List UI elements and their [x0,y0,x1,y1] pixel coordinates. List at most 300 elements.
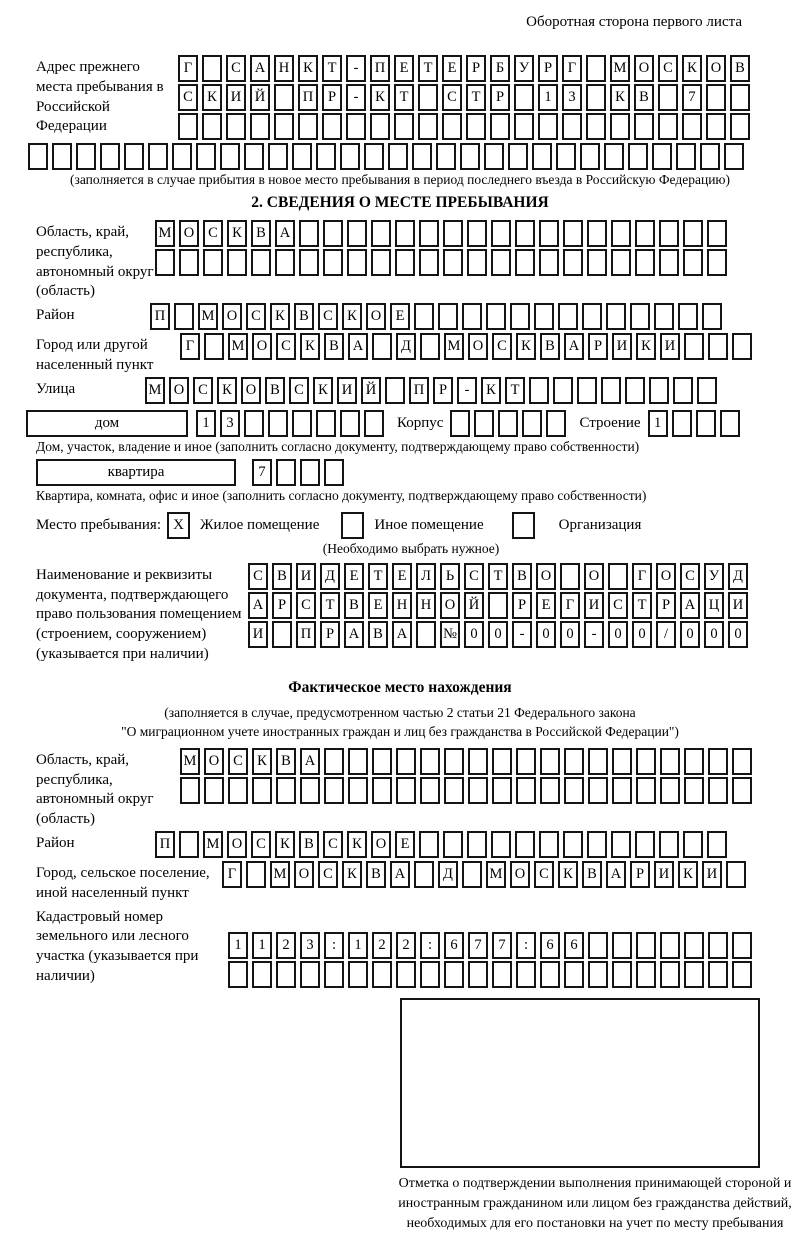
char-cell[interactable] [172,143,192,170]
char-cell[interactable]: В [265,377,285,404]
char-cell[interactable] [467,249,487,276]
char-cell[interactable]: 1 [648,410,668,437]
char-cell[interactable] [635,220,655,247]
char-cell[interactable]: Е [392,563,412,590]
char-cell[interactable]: 6 [540,932,560,959]
char-cell[interactable]: К [270,303,290,330]
char-cell[interactable] [732,961,752,988]
char-cell[interactable] [558,303,578,330]
char-cell[interactable]: О [294,861,314,888]
char-cell[interactable]: И [584,592,604,619]
char-cell[interactable]: У [704,563,724,590]
char-cell[interactable]: М [180,748,200,775]
char-cell[interactable] [274,84,294,111]
char-cell[interactable] [420,961,440,988]
char-cell[interactable] [419,831,439,858]
char-cell[interactable] [468,777,488,804]
char-cell[interactable]: К [300,333,320,360]
char-cell[interactable]: К [682,55,702,82]
char-cell[interactable]: К [275,831,295,858]
checkbox-dwelling[interactable]: X [167,512,190,539]
char-cell[interactable] [276,777,296,804]
char-cell[interactable]: В [582,861,602,888]
char-cell[interactable] [659,831,679,858]
char-cell[interactable] [601,377,621,404]
char-cell[interactable] [276,459,296,486]
char-cell[interactable] [587,831,607,858]
char-cell[interactable]: 1 [228,932,248,959]
char-cell[interactable]: М [610,55,630,82]
char-cell[interactable] [634,113,654,140]
char-cell[interactable] [228,777,248,804]
char-cell[interactable] [516,777,536,804]
char-cell[interactable] [300,777,320,804]
char-cell[interactable]: 0 [704,621,724,648]
char-cell[interactable]: Й [464,592,484,619]
char-cell[interactable]: О [706,55,726,82]
char-cell[interactable]: 0 [560,621,580,648]
char-cell[interactable] [676,143,696,170]
char-cell[interactable]: 1 [196,410,216,437]
char-cell[interactable] [628,143,648,170]
char-cell[interactable]: 0 [728,621,748,648]
char-cell[interactable]: Ц [704,592,724,619]
char-cell[interactable]: С [318,303,338,330]
char-cell[interactable] [707,220,727,247]
char-cell[interactable] [444,777,464,804]
char-cell[interactable] [244,143,264,170]
char-cell[interactable] [450,410,470,437]
char-cell[interactable]: Г [180,333,200,360]
char-cell[interactable] [204,333,224,360]
char-cell[interactable]: А [250,55,270,82]
char-cell[interactable] [707,249,727,276]
char-cell[interactable]: К [610,84,630,111]
char-cell[interactable] [660,777,680,804]
char-cell[interactable] [660,932,680,959]
char-cell[interactable]: С [248,563,268,590]
char-cell[interactable] [412,143,432,170]
char-cell[interactable]: 7 [682,84,702,111]
char-cell[interactable] [371,249,391,276]
char-cell[interactable] [276,961,296,988]
char-cell[interactable]: Б [490,55,510,82]
char-cell[interactable] [467,831,487,858]
char-cell[interactable] [202,113,222,140]
char-cell[interactable] [706,84,726,111]
char-cell[interactable]: П [150,303,170,330]
char-cell[interactable] [324,459,344,486]
char-cell[interactable]: Т [394,84,414,111]
char-cell[interactable] [372,333,392,360]
char-cell[interactable] [606,303,626,330]
char-cell[interactable] [577,377,597,404]
char-cell[interactable]: О [366,303,386,330]
char-cell[interactable] [324,748,344,775]
char-cell[interactable] [227,249,247,276]
char-cell[interactable] [516,961,536,988]
char-cell[interactable] [514,84,534,111]
char-cell[interactable]: А [392,621,412,648]
char-cell[interactable]: И [654,861,674,888]
char-cell[interactable]: 3 [300,932,320,959]
char-cell[interactable]: С [296,592,316,619]
char-cell[interactable]: М [198,303,218,330]
char-cell[interactable]: О [634,55,654,82]
char-cell[interactable] [299,249,319,276]
char-cell[interactable] [443,220,463,247]
char-cell[interactable]: 0 [464,621,484,648]
char-cell[interactable]: Т [632,592,652,619]
char-cell[interactable]: В [512,563,532,590]
char-cell[interactable]: М [228,333,248,360]
char-cell[interactable] [659,220,679,247]
char-cell[interactable] [660,961,680,988]
char-cell[interactable] [460,143,480,170]
char-cell[interactable] [732,333,752,360]
char-cell[interactable] [658,113,678,140]
char-cell[interactable]: Д [438,861,458,888]
char-cell[interactable]: В [730,55,750,82]
char-cell[interactable]: М [203,831,223,858]
char-cell[interactable]: 1 [348,932,368,959]
char-cell[interactable]: Т [466,84,486,111]
char-cell[interactable] [720,410,740,437]
char-cell[interactable]: К [342,861,362,888]
char-cell[interactable] [316,143,336,170]
char-cell[interactable]: Л [416,563,436,590]
char-cell[interactable] [515,831,535,858]
char-cell[interactable] [251,249,271,276]
char-cell[interactable]: С [289,377,309,404]
char-cell[interactable]: Г [632,563,652,590]
char-cell[interactable] [275,249,295,276]
char-cell[interactable] [649,377,669,404]
char-cell[interactable] [539,831,559,858]
char-cell[interactable]: : [324,932,344,959]
char-cell[interactable] [608,563,628,590]
char-cell[interactable] [515,220,535,247]
char-cell[interactable] [696,410,716,437]
char-cell[interactable] [467,220,487,247]
char-cell[interactable]: / [656,621,676,648]
char-cell[interactable]: О [440,592,460,619]
char-cell[interactable] [538,113,558,140]
char-cell[interactable]: В [272,563,292,590]
char-cell[interactable]: 7 [492,932,512,959]
char-cell[interactable]: В [344,592,364,619]
char-cell[interactable]: Т [368,563,388,590]
char-cell[interactable]: 7 [468,932,488,959]
char-cell[interactable] [180,777,200,804]
char-cell[interactable] [370,113,390,140]
char-cell[interactable] [708,333,728,360]
char-cell[interactable] [442,113,462,140]
char-cell[interactable] [348,748,368,775]
char-cell[interactable]: Т [505,377,525,404]
char-cell[interactable] [588,961,608,988]
char-cell[interactable]: С [178,84,198,111]
char-cell[interactable] [178,113,198,140]
char-cell[interactable]: В [634,84,654,111]
char-cell[interactable]: П [296,621,316,648]
char-cell[interactable]: К [636,333,656,360]
char-cell[interactable] [396,777,416,804]
char-cell[interactable] [436,143,456,170]
char-cell[interactable] [587,249,607,276]
char-cell[interactable] [468,748,488,775]
char-cell[interactable]: 3 [562,84,582,111]
char-cell[interactable]: А [248,592,268,619]
char-cell[interactable] [174,303,194,330]
char-cell[interactable] [612,932,632,959]
char-cell[interactable] [636,932,656,959]
char-cell[interactable]: 0 [608,621,628,648]
char-cell[interactable] [438,303,458,330]
char-cell[interactable]: Н [392,592,412,619]
char-cell[interactable]: М [145,377,165,404]
char-cell[interactable] [708,777,728,804]
char-cell[interactable]: К [347,831,367,858]
char-cell[interactable] [652,143,672,170]
char-cell[interactable]: Р [588,333,608,360]
char-cell[interactable] [179,831,199,858]
char-cell[interactable] [562,113,582,140]
char-cell[interactable]: О [179,220,199,247]
char-cell[interactable] [292,410,312,437]
char-cell[interactable] [414,303,434,330]
char-cell[interactable]: Н [416,592,436,619]
char-cell[interactable] [588,932,608,959]
char-cell[interactable] [522,410,542,437]
char-cell[interactable]: А [390,861,410,888]
char-cell[interactable] [340,410,360,437]
char-cell[interactable]: С [680,563,700,590]
char-cell[interactable] [300,459,320,486]
char-cell[interactable]: А [680,592,700,619]
char-cell[interactable] [52,143,72,170]
char-cell[interactable] [395,220,415,247]
char-cell[interactable]: 2 [372,932,392,959]
char-cell[interactable] [124,143,144,170]
char-cell[interactable] [707,831,727,858]
char-cell[interactable] [654,303,674,330]
char-cell[interactable] [683,249,703,276]
char-cell[interactable]: 3 [220,410,240,437]
char-cell[interactable]: Д [396,333,416,360]
char-cell[interactable] [372,961,392,988]
char-cell[interactable] [420,748,440,775]
char-cell[interactable]: : [516,932,536,959]
char-cell[interactable]: 0 [488,621,508,648]
char-cell[interactable] [228,961,248,988]
char-cell[interactable]: С [193,377,213,404]
char-cell[interactable] [730,113,750,140]
char-cell[interactable] [372,748,392,775]
char-cell[interactable] [700,143,720,170]
char-cell[interactable] [323,220,343,247]
char-cell[interactable] [364,410,384,437]
char-cell[interactable]: Р [490,84,510,111]
char-cell[interactable]: М [270,861,290,888]
char-cell[interactable]: К [370,84,390,111]
char-cell[interactable] [418,84,438,111]
char-cell[interactable]: Е [390,303,410,330]
char-cell[interactable]: Р [466,55,486,82]
char-cell[interactable]: Ь [440,563,460,590]
char-cell[interactable] [564,961,584,988]
char-cell[interactable]: 6 [444,932,464,959]
char-cell[interactable] [684,961,704,988]
char-cell[interactable] [468,961,488,988]
char-cell[interactable] [466,113,486,140]
char-cell[interactable] [682,113,702,140]
char-cell[interactable] [730,84,750,111]
char-cell[interactable] [419,220,439,247]
char-cell[interactable] [226,113,246,140]
char-cell[interactable] [546,410,566,437]
char-cell[interactable] [418,113,438,140]
char-cell[interactable]: Р [272,592,292,619]
char-cell[interactable]: 6 [564,932,584,959]
char-cell[interactable] [514,113,534,140]
char-cell[interactable]: М [155,220,175,247]
char-cell[interactable] [586,55,606,82]
char-cell[interactable] [347,249,367,276]
char-cell[interactable]: О [169,377,189,404]
char-cell[interactable] [732,748,752,775]
char-cell[interactable]: Р [630,861,650,888]
char-cell[interactable]: Т [320,592,340,619]
char-cell[interactable] [347,220,367,247]
char-cell[interactable]: О [241,377,261,404]
char-cell[interactable] [580,143,600,170]
char-cell[interactable]: Д [728,563,748,590]
char-cell[interactable] [300,961,320,988]
char-cell[interactable] [419,249,439,276]
char-cell[interactable]: С [226,55,246,82]
char-cell[interactable]: 1 [538,84,558,111]
char-cell[interactable]: К [252,748,272,775]
house-box[interactable]: дом [26,410,188,437]
char-cell[interactable]: К [481,377,501,404]
char-cell[interactable] [486,303,506,330]
char-cell[interactable]: - [346,55,366,82]
char-cell[interactable] [612,748,632,775]
char-cell[interactable] [292,143,312,170]
char-cell[interactable]: А [275,220,295,247]
char-cell[interactable] [516,748,536,775]
char-cell[interactable]: У [514,55,534,82]
char-cell[interactable] [610,113,630,140]
char-cell[interactable]: И [296,563,316,590]
char-cell[interactable] [491,220,511,247]
char-cell[interactable]: А [564,333,584,360]
char-cell[interactable] [324,777,344,804]
char-cell[interactable]: О [468,333,488,360]
char-cell[interactable] [491,831,511,858]
char-cell[interactable] [346,113,366,140]
char-cell[interactable] [395,249,415,276]
char-cell[interactable] [444,961,464,988]
char-cell[interactable]: : [420,932,440,959]
char-cell[interactable] [492,961,512,988]
char-cell[interactable] [697,377,717,404]
char-cell[interactable]: Н [274,55,294,82]
char-cell[interactable] [625,377,645,404]
char-cell[interactable] [564,748,584,775]
char-cell[interactable] [604,143,624,170]
char-cell[interactable]: № [440,621,460,648]
char-cell[interactable] [196,143,216,170]
char-cell[interactable]: И [337,377,357,404]
char-cell[interactable] [732,777,752,804]
char-cell[interactable] [272,621,292,648]
char-cell[interactable] [708,748,728,775]
char-cell[interactable] [636,777,656,804]
char-cell[interactable]: Р [433,377,453,404]
char-cell[interactable]: Р [512,592,532,619]
char-cell[interactable]: О [510,861,530,888]
char-cell[interactable]: А [606,861,626,888]
char-cell[interactable] [491,249,511,276]
char-cell[interactable] [462,861,482,888]
char-cell[interactable]: П [409,377,429,404]
char-cell[interactable] [672,410,692,437]
char-cell[interactable] [724,143,744,170]
char-cell[interactable]: - [512,621,532,648]
char-cell[interactable] [324,961,344,988]
char-cell[interactable] [250,113,270,140]
char-cell[interactable]: М [444,333,464,360]
char-cell[interactable] [316,410,336,437]
char-cell[interactable]: К [516,333,536,360]
char-cell[interactable] [490,113,510,140]
char-cell[interactable]: М [486,861,506,888]
char-cell[interactable] [673,377,693,404]
char-cell[interactable] [588,777,608,804]
char-cell[interactable]: Е [395,831,415,858]
char-cell[interactable] [443,831,463,858]
char-cell[interactable] [660,748,680,775]
char-cell[interactable]: И [612,333,632,360]
char-cell[interactable]: С [608,592,628,619]
char-cell[interactable]: К [298,55,318,82]
char-cell[interactable]: - [457,377,477,404]
char-cell[interactable]: О [222,303,242,330]
char-cell[interactable]: 0 [680,621,700,648]
char-cell[interactable] [179,249,199,276]
char-cell[interactable] [611,220,631,247]
char-cell[interactable] [540,748,560,775]
apartment-box[interactable]: квартира [36,459,236,486]
char-cell[interactable] [488,592,508,619]
char-cell[interactable] [396,748,416,775]
char-cell[interactable] [372,777,392,804]
char-cell[interactable] [510,303,530,330]
char-cell[interactable]: И [248,621,268,648]
char-cell[interactable] [636,961,656,988]
char-cell[interactable]: Р [538,55,558,82]
char-cell[interactable]: О [227,831,247,858]
char-cell[interactable]: 0 [632,621,652,648]
char-cell[interactable]: Д [320,563,340,590]
char-cell[interactable] [298,113,318,140]
char-cell[interactable] [220,143,240,170]
char-cell[interactable]: К [313,377,333,404]
char-cell[interactable]: И [226,84,246,111]
char-cell[interactable]: П [370,55,390,82]
